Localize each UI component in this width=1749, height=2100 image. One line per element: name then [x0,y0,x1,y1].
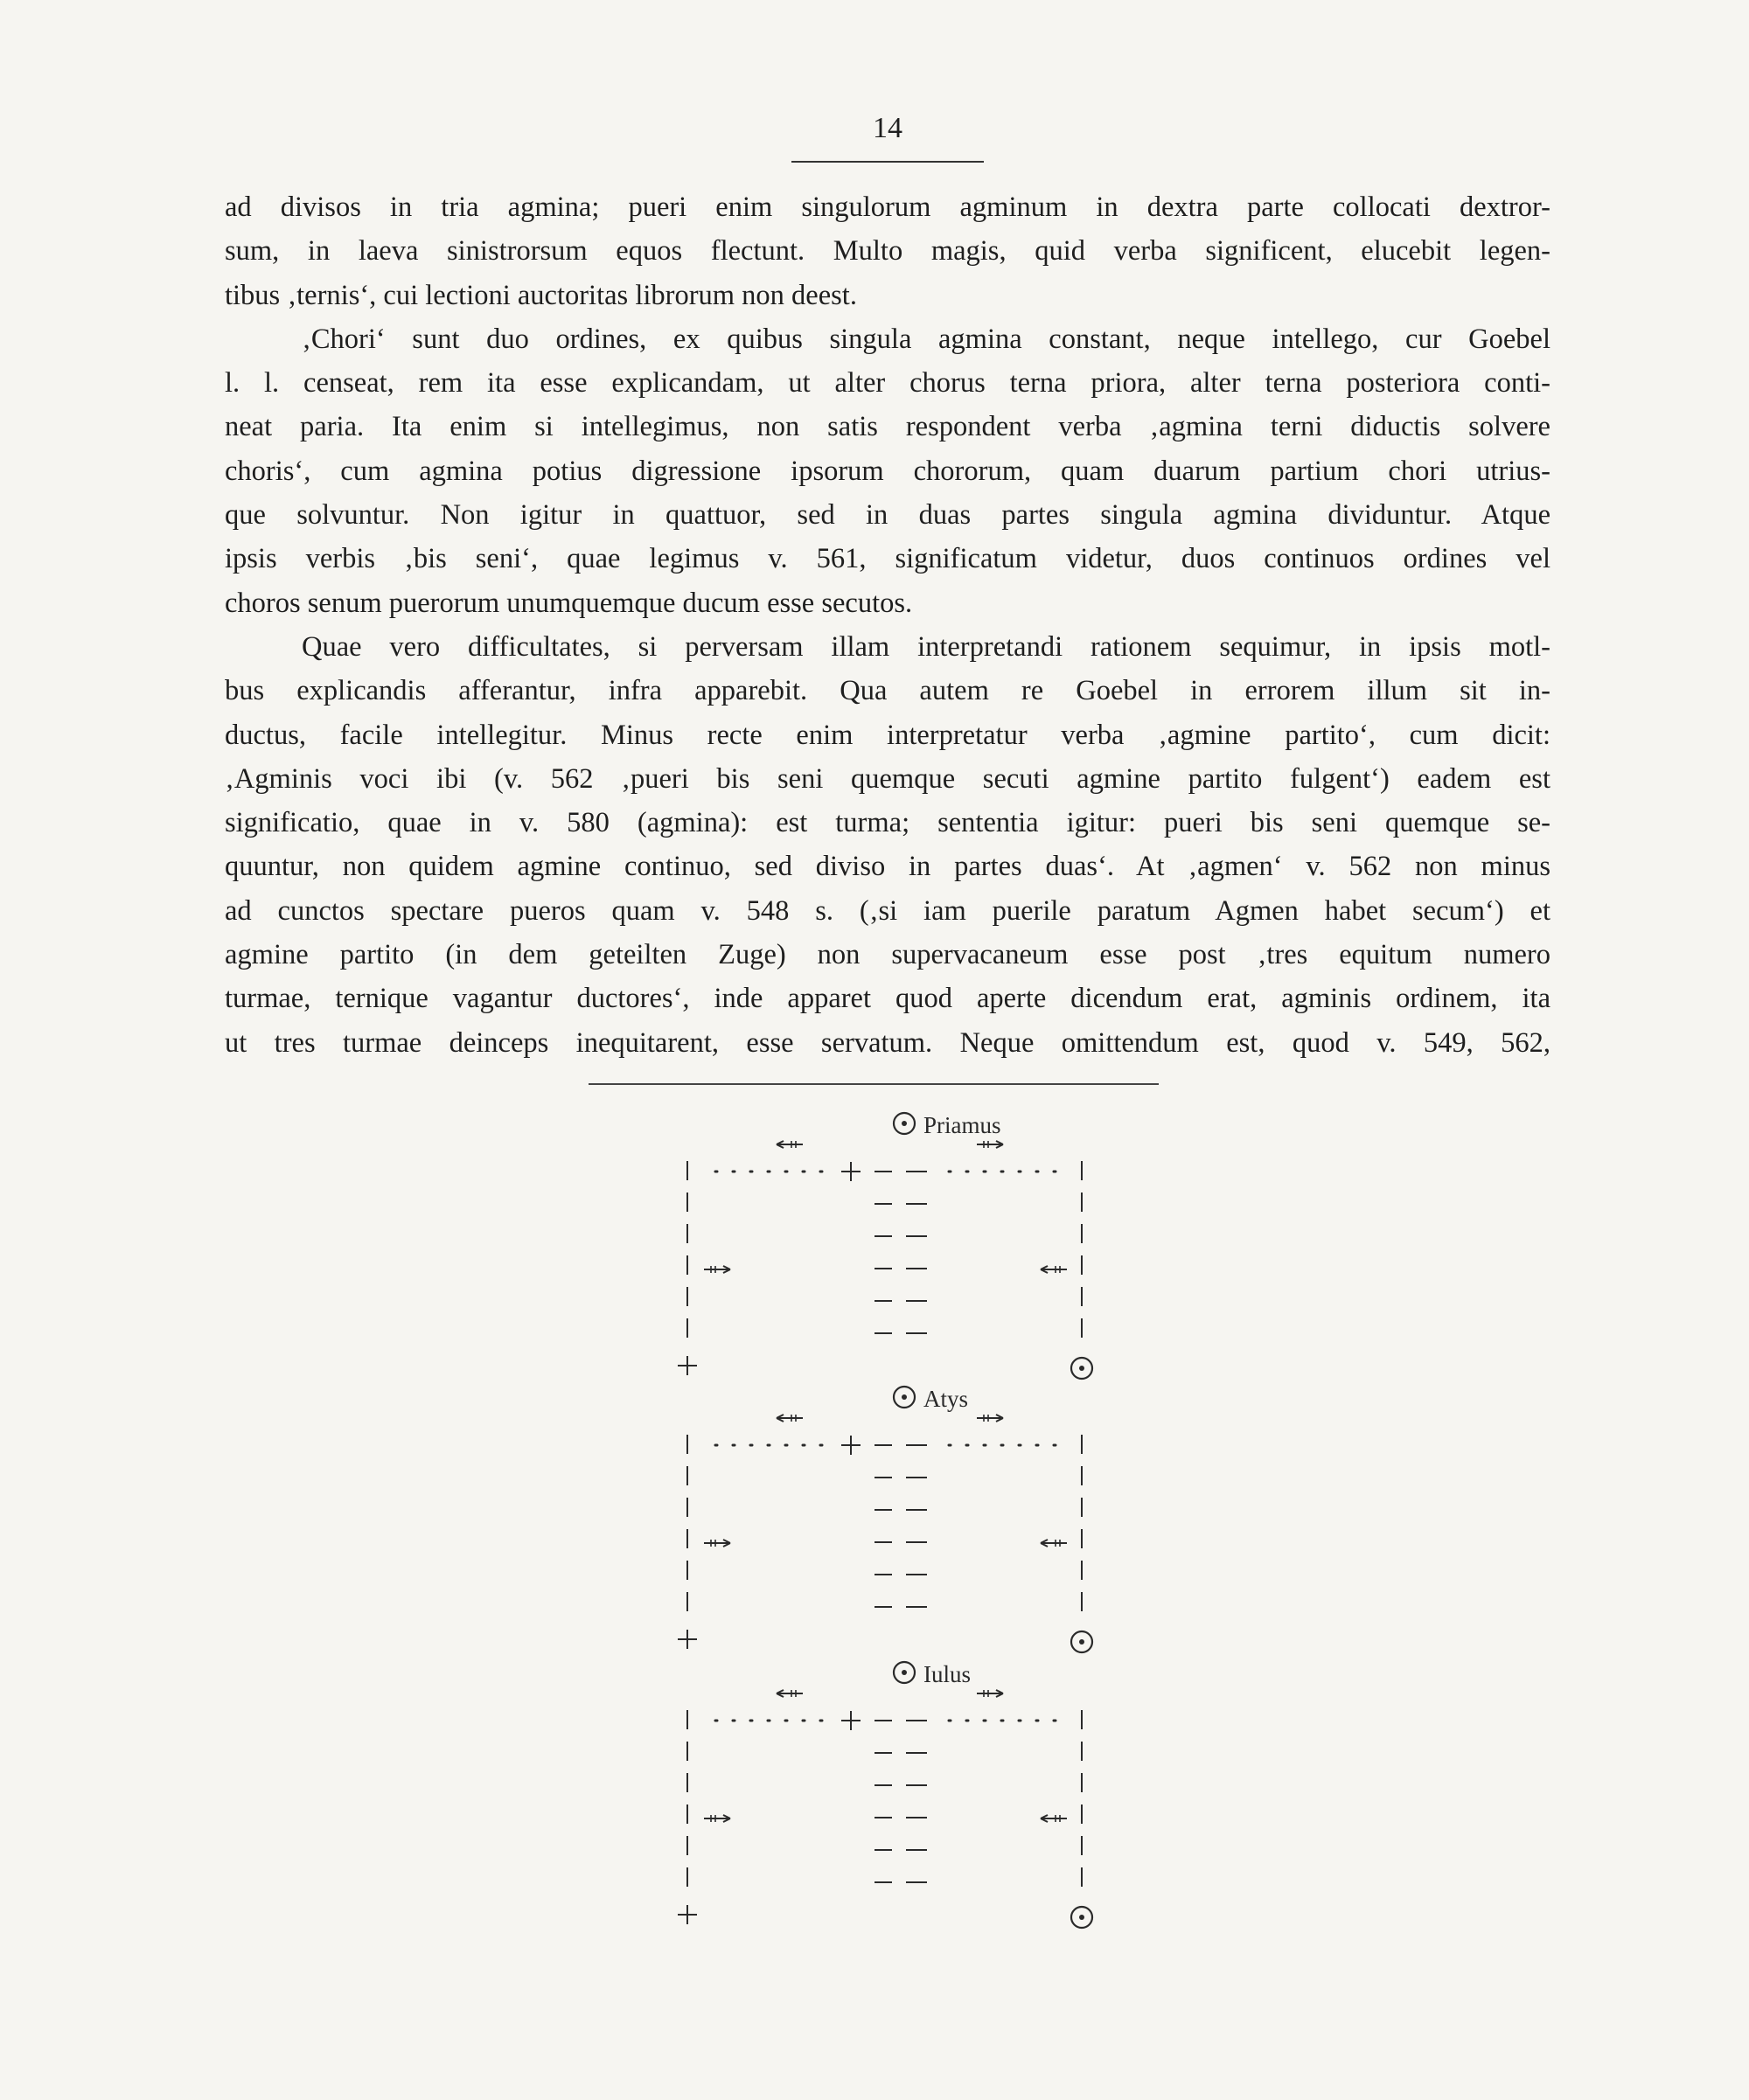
text-line: l. l. censeat, rem ita esse explicandam, ut alter chorus terna priora, alter terna posteriora conti- [225,367,1550,400]
text-line: que solvuntur. Non igitur in quattuor, sed in duas partes singula agmina dividuntur. Atque [225,499,1550,532]
text-line: ‚Chori‘ sunt duo ordines, ex quibus singula agmina constant, neque intellego, cur Goebel [302,323,1550,355]
leader-dot-icon [1079,1639,1084,1645]
diagram-label: Atys [923,1386,969,1412]
text-line: ut tres turmae deinceps inequitarent, esse servatum. Neque omittendum est, quod v. 549, 562, [225,1026,1550,1059]
diagram-label: Priamus [923,1112,1001,1138]
text-line: bus explicandis afferantur, infra apparebit. Qua autem re Goebel in errorem illum sit in- [225,675,1550,707]
text-line: ad divisos in tria agmina; pueri enim singulorum agminum in dextra parte collocati dextror- [225,191,1550,223]
leader-dot-icon [902,1394,907,1400]
leader-dot-icon [902,1670,907,1675]
formation-diagram [0,1088,1749,1963]
text-line: tibus ‚ternis‘, cui lectioni auctoritas librorum non deest. [225,279,857,311]
text-line: Quae vero difficultates, si perversam illam interpretandi rationem sequimur, in ipsis motl- [302,630,1550,663]
footnote-rule [589,1083,1159,1085]
text-line: sum, in laeva sinistrorsum equos flectunt. Multo magis, quid verba significent, elucebit legen- [225,235,1550,268]
text-line: ipsis verbis ‚bis seni‘, quae legimus v. 561, significatum videtur, duos continuos ordines vel [225,543,1550,575]
text-line: agmine partito (in dem geteilten Zuge) non supervacaneum esse post ‚tres equitum numero [225,939,1550,971]
header-rule [791,161,984,163]
leader-dot-icon [902,1121,907,1126]
leader-dot-icon [1079,1915,1084,1920]
page-number: 14 [873,112,902,144]
body-text [225,185,1550,1065]
text-line: quuntur, non quidem agmine continuo, sed diviso in partes duas‘. At ‚agmen‘ v. 562 non minus [225,851,1550,883]
text-line: ad cunctos spectare pueros quam v. 548 s. (‚si iam puerile paratum Agmen habet secum‘) et [225,894,1550,927]
leader-dot-icon [1079,1366,1084,1371]
text-line: turmae, ternique vagantur ductores‘, inde apparet quod aperte dicendum erat, agminis ordinem, ita [225,983,1550,1015]
text-line: significatio, quae in v. 580 (agmina): est turma; sententia igitur: pueri bis seni quemque se- [225,807,1550,839]
text-line: choris‘, cum agmina potius digressione ipsorum chororum, quam duarum partium chori utrius- [225,455,1550,487]
text-line: choros senum puerorum unumquemque ducum esse secutos. [225,587,913,619]
diagram-label: Iulus [923,1661,971,1687]
text-line: ‚Agminis voci ibi (v. 562 ‚pueri bis seni quemque secuti agmine partito fulgent‘) eadem est [225,762,1550,795]
text-line: ductus, facile intellegitur. Minus recte enim interpretatur verba ‚agmine partito‘, cum dicit: [225,719,1550,751]
text-line: neat paria. Ita enim si intellegimus, non satis respondent verba ‚agmina terni diductis solvere [225,411,1550,443]
